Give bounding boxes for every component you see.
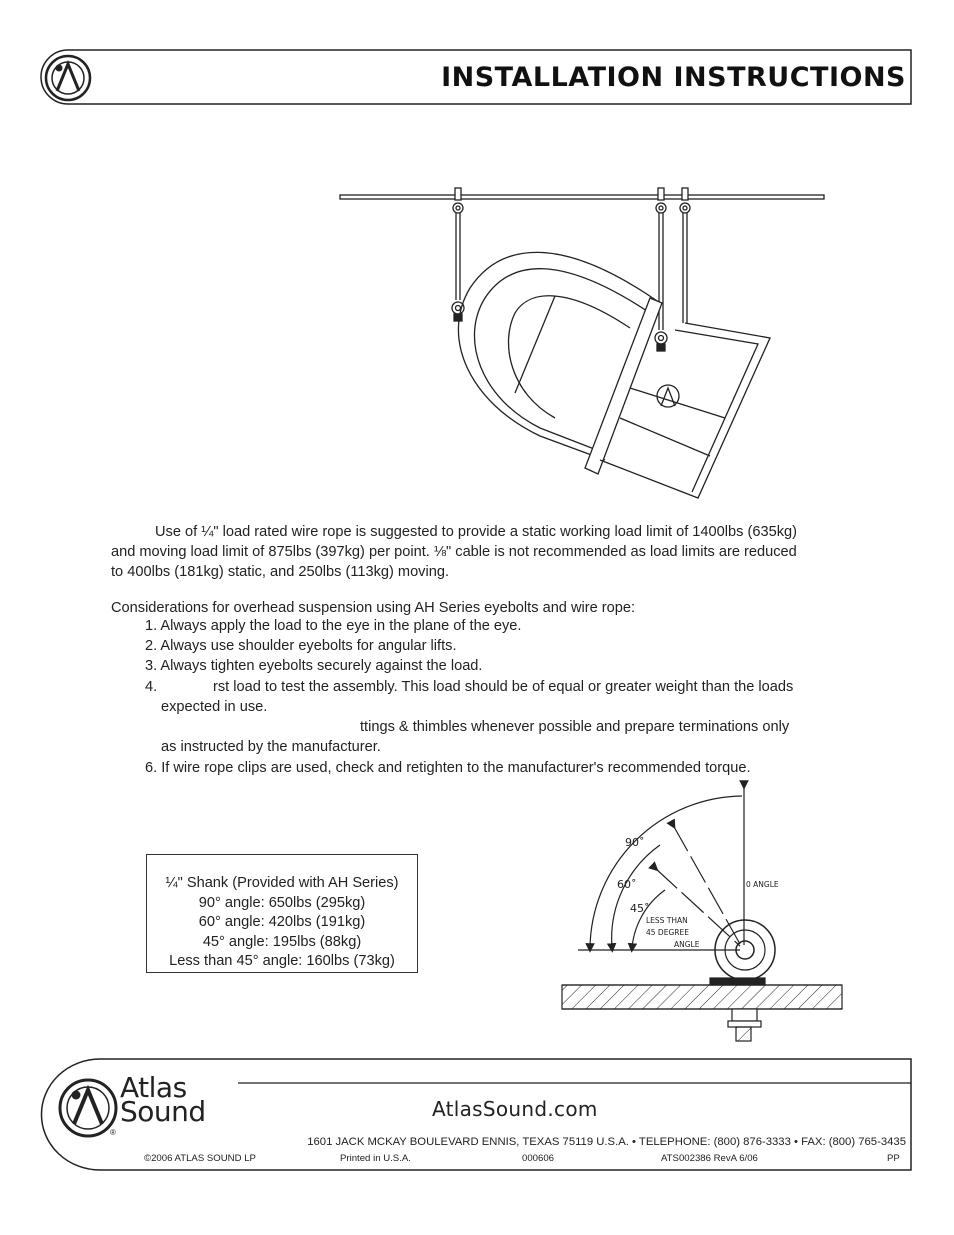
less-than-label: ANGLE [674,940,700,949]
list-item: 6. If wire rope clips are used, check and retighten to the manufacturer's recommended torque. [145,760,751,776]
angle-label-45: 45˚ [630,902,650,915]
angle-label-60: 60˚ [617,878,637,891]
list-item: 4. [145,679,158,695]
load-table-row: Less than 45° angle: 160lbs (73kg) [169,953,395,969]
angle-label-90: 90˚ [625,836,645,849]
intro-line: to 400lbs (181kg) static, and 250lbs (113kg) moving. [111,564,450,580]
document-id: ATS002386 RevA 6/06 [661,1153,758,1164]
load-table-row: 45° angle: 195lbs (88kg) [202,933,362,950]
load-table-row: 60° angle: 420lbs (191kg) [198,914,366,930]
website-link[interactable]: AtlasSound.com [432,1097,598,1121]
company-address: 1601 JACK MCKAY BOULEVARD ENNIS, TEXAS 75119 U.S.A. • TELEPHONE: (800) 876-3333 • FAX: (800) 765-3435 [307,1136,906,1148]
print-code: 000606 [522,1153,555,1164]
list-item-text: ttings & thimbles whenever possible and prepare terminations only [360,719,790,735]
load-limit-table [146,854,418,973]
page-title: INSTALLATION INSTRUCTIONS [441,62,906,93]
initials: PP [887,1153,900,1164]
logo-word-sound: Sound [120,1095,206,1128]
considerations-heading: Considerations for overhead suspension using AH Series eyebolts and wire rope: [111,600,636,616]
list-item: 3. Always tighten eyebolts securely against the load. [145,658,483,674]
registered-mark: ® [110,1128,116,1137]
less-than-label: 45 DEGREE [646,928,689,937]
printed-in: Printed in U.S.A. [340,1153,411,1164]
angle-label-0: 0 ANGLE [746,880,779,889]
atlas-logo-icon [58,1078,118,1138]
list-item: 1. Always apply the load to the eye in the plane of the eye. [145,618,522,634]
list-item: 2. Always use shoulder eyebolts for angular lifts. [145,638,457,654]
list-item-text: rst load to test the assembly. This load should be of equal or greater weight than the loads [213,679,794,695]
logo-word-atlas: Atlas [120,1071,187,1104]
copyright: ©2006 ATLAS SOUND LP [144,1153,256,1164]
intro-paragraph [111,522,871,582]
list-item-continuation: expected in use. [161,699,268,715]
load-table-row: 90° angle: 650lbs (295kg) [198,894,366,911]
list-item-continuation: as instructed by the manufacturer. [161,739,381,755]
less-than-label: LESS THAN [646,916,688,925]
atlas-logo-icon [44,54,92,102]
load-table-title: ¼" Shank (Provided with AH Series) [165,875,399,891]
eyebolt-angle-diagram [560,780,850,1050]
intro-line: Use of ¼" load rated wire rope is suggested to provide a static working load limit of 1400lbs (635kg) [155,524,797,540]
speaker-suspension-illustration [330,178,830,518]
intro-line: and moving load limit of 875lbs (397kg) per point. ⅛" cable is not recommended as load limits are reduced [111,544,797,560]
